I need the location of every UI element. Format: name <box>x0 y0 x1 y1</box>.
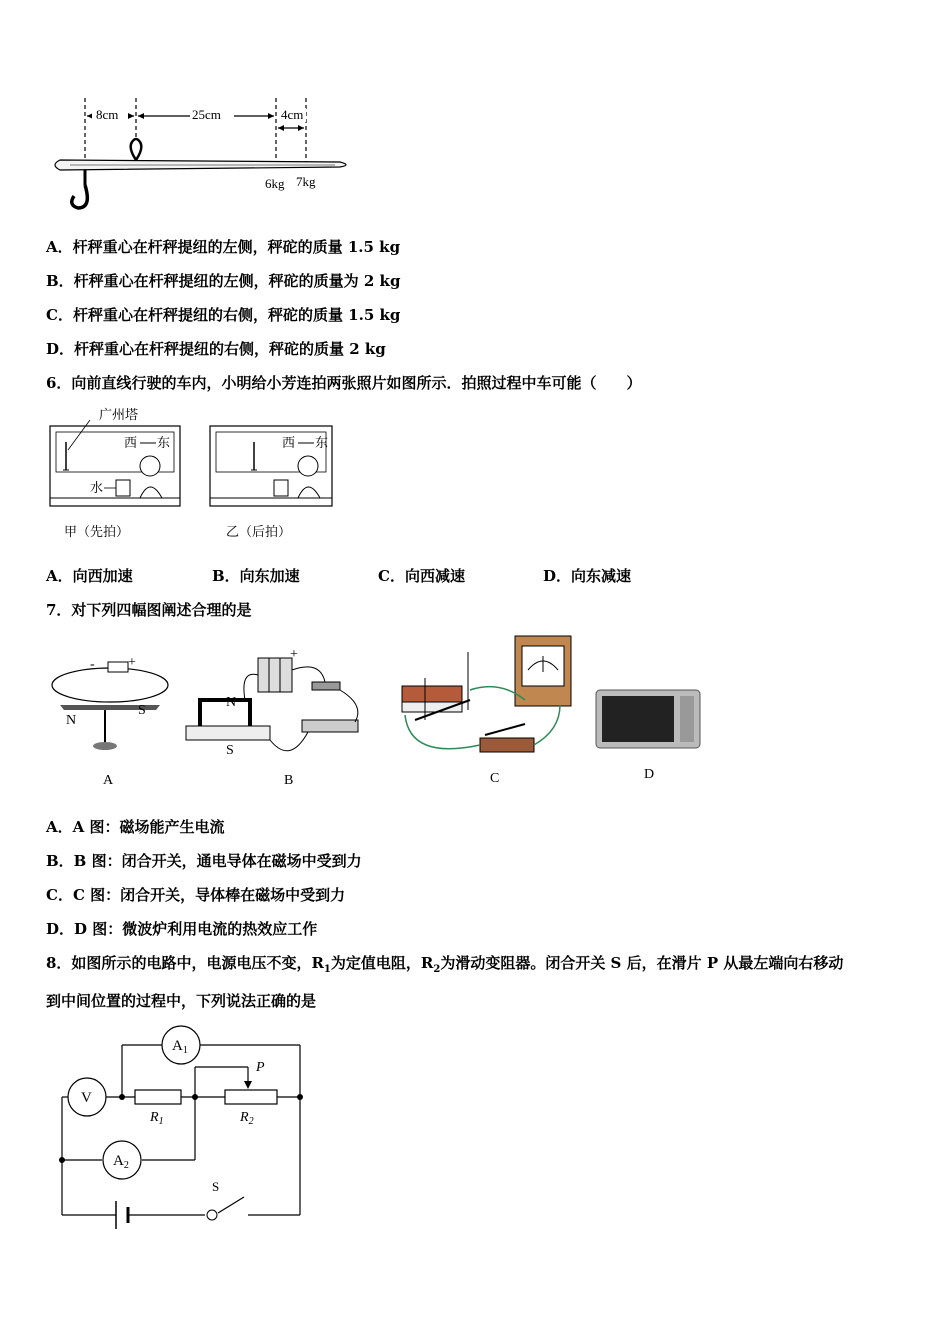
west-label-b: 西 <box>282 435 296 450</box>
q5-option-c: C．杆秤重心在杆秤提纽的右侧，秤砣的质量 1.5 kg <box>46 306 401 324</box>
label-25cm: 25cm <box>192 107 221 122</box>
a1-letter: A <box>172 1038 183 1054</box>
label-8cm: 8cm <box>96 107 119 122</box>
q6-option-a: A．向西加速 <box>46 567 133 585</box>
resistor-r2-label <box>239 1110 254 1127</box>
a1-sub: 1 <box>182 1045 188 1056</box>
q5-option-a: A．杆秤重心在杆秤提纽的左侧，秤砣的质量 1.5 kg <box>46 238 401 256</box>
fig-b-plus: + <box>290 647 298 662</box>
steelyard-figure <box>40 90 360 220</box>
q7-option-d: D．D 图：微波炉利用电流的热效应工作 <box>46 920 318 938</box>
water-label: 水 <box>90 480 104 495</box>
slider-p-label: P <box>256 1060 265 1075</box>
r1-sub: 1 <box>158 1116 164 1127</box>
a2-letter: A <box>113 1153 124 1169</box>
fig-a-minus: - <box>90 657 95 672</box>
caption-b: 乙（后拍） <box>226 524 292 539</box>
q6-option-b: B．向东加速 <box>212 567 300 585</box>
q6-stem: 6．向前直线行驶的车内，小明给小芳连拍两张照片如图所示．拍照过程中车可能（ ） <box>46 374 642 392</box>
label-6kg: 6kg <box>265 176 285 191</box>
q5-option-d: D．杆秤重心在杆秤提纽的右侧，秤砣的质量 2 kg <box>46 340 386 358</box>
fig-a-n: N <box>66 713 77 728</box>
q8-stem-part-a: 8．如图所示的电路中，电源电压不变，R <box>46 954 324 972</box>
q8-stem-sub-2: 2 <box>433 964 441 975</box>
q7-option-b: B．B 图：闭合开关，通电导体在磁场中受到力 <box>46 852 362 870</box>
west-label-a: 西 <box>124 435 138 450</box>
east-label-a: 东 <box>157 435 171 450</box>
fig-label-b: B <box>284 773 294 788</box>
fig-label-c: C <box>490 771 500 786</box>
q7-option-a: A．A 图：磁场能产生电流 <box>46 818 225 836</box>
q8-stem-part-c: 为滑动变阻器。闭合开关 S 后，在滑片 P 从最左端向右移动 <box>440 954 844 972</box>
switch-s-label: S <box>212 1179 220 1194</box>
r2-letter: R <box>240 1110 249 1125</box>
r1-letter: R <box>150 1110 159 1125</box>
caption-a: 甲（先拍） <box>64 524 130 539</box>
resistor-r1-label <box>149 1110 164 1127</box>
a2-sub: 2 <box>123 1160 129 1171</box>
r2-sub: 2 <box>248 1116 254 1127</box>
voltmeter-v: V <box>81 1090 92 1106</box>
q8-stem-sub-1: 1 <box>323 964 331 975</box>
q8-stem-part-b: 为定值电阻，R <box>330 954 434 972</box>
fig-a-s: S <box>138 703 146 718</box>
q7-stem: 7．对下列四幅图阐述合理的是 <box>46 601 252 619</box>
photo-figure <box>44 402 344 547</box>
fig-label-a: A <box>103 773 114 788</box>
label-7kg: 7kg <box>296 174 316 189</box>
fig-label-d: D <box>644 767 655 782</box>
q6-option-c: C．向西减速 <box>378 567 465 585</box>
four-figures <box>40 630 720 795</box>
label-4cm: 4cm <box>281 107 304 122</box>
fig-a-plus: + <box>128 655 136 670</box>
tower-label: 广州塔 <box>99 407 139 422</box>
q8-stem-line1 <box>46 952 843 975</box>
fig-b-n: N <box>226 695 237 710</box>
q7-option-c: C．C 图：闭合开关，导体棒在磁场中受到力 <box>46 886 346 904</box>
q6-option-d: D．向东减速 <box>543 567 632 585</box>
q5-option-b: B．杆秤重心在杆秤提纽的左侧，秤砣的质量为 2 kg <box>46 272 401 290</box>
circuit-diagram <box>50 1025 320 1245</box>
q8-stem-line2: 到中间位置的过程中，下列说法正确的是 <box>46 992 317 1010</box>
east-label-b: 东 <box>315 435 329 450</box>
fig-b-s: S <box>226 743 234 758</box>
